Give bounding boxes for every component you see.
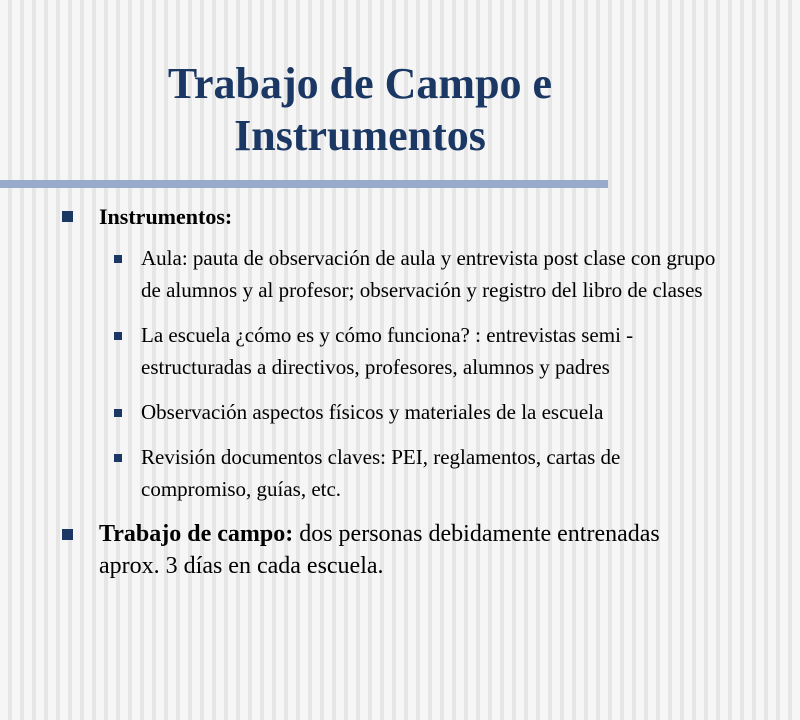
square-bullet-icon — [62, 529, 73, 540]
bullet-trabajo-de-campo — [62, 518, 719, 582]
slide-content — [62, 202, 742, 582]
square-bullet-icon — [114, 454, 122, 462]
bullet-instrumentos — [62, 202, 742, 232]
trabajo-campo-text: dos personas debidamente entrenadas aprox. 3 días en cada escuela. — [99, 521, 660, 579]
title-underline-rule — [0, 180, 608, 188]
square-bullet-icon — [114, 332, 122, 340]
trabajo-campo-label: Trabajo de campo: — [99, 521, 294, 547]
instrumentos-sublist — [114, 242, 742, 505]
sub-bullet-escuela — [114, 319, 731, 383]
sub-bullet-text: Observación aspectos físicos y materiales de la escuela — [141, 400, 604, 424]
sub-bullet-revision — [114, 441, 731, 505]
sub-bullet-text: Revisión documentos claves: PEI, reglamentos, cartas de compromiso, guías, etc. — [141, 445, 621, 501]
sub-bullet-observacion — [114, 396, 731, 428]
title-line-2: Instrumentos — [234, 111, 486, 160]
title-line-1: Trabajo de Campo e — [167, 59, 553, 108]
sub-bullet-text: La escuela ¿cómo es y cómo funciona? : entrevistas semi - estructuradas a directivos, profesores, alumnos y padres — [141, 323, 634, 379]
sub-bullet-text: Aula: pauta de observación de aula y entrevista post clase con grupo de alumnos y al profesor; observación y registro del libro de clases — [141, 246, 716, 302]
square-bullet-icon — [62, 211, 73, 222]
sub-bullet-aula — [114, 242, 731, 306]
square-bullet-icon — [114, 409, 122, 417]
slide-title — [80, 58, 640, 162]
square-bullet-icon — [114, 255, 122, 263]
instrumentos-heading: Instrumentos: — [99, 204, 233, 229]
